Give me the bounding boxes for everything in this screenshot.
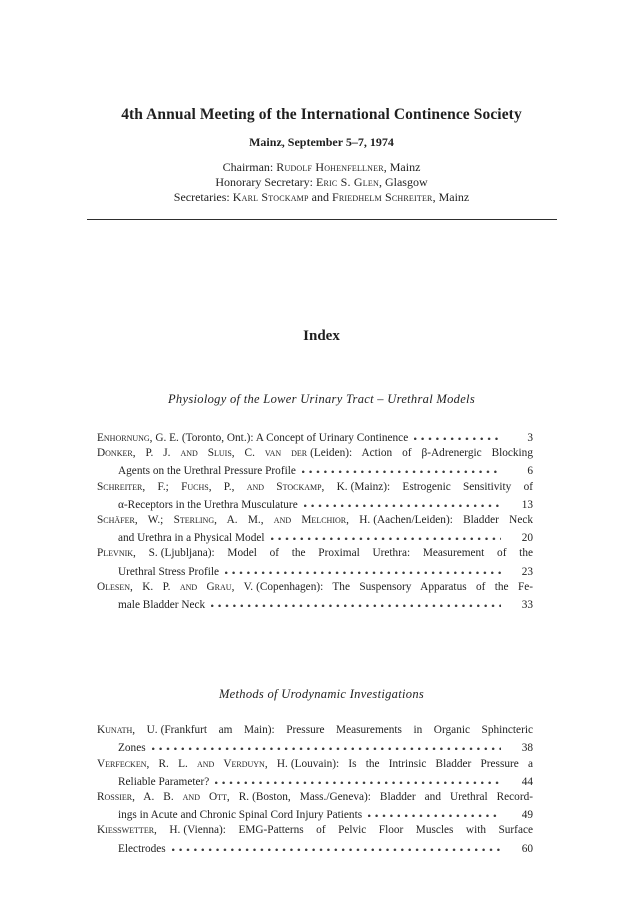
entry-title-continued: α-Receptors in the Urethra Musculature xyxy=(118,498,298,511)
entry-page-number: 33 xyxy=(521,599,533,612)
toc-entry-line xyxy=(97,461,533,479)
toc-entry-line xyxy=(97,495,533,513)
entry-title-continued: male Bladder Neck xyxy=(118,599,206,612)
dot-leader xyxy=(303,495,501,508)
entry-title: (Copenhagen): The Suspensory Apparatus of the Fe- xyxy=(256,580,534,593)
entry-page-number: 6 xyxy=(527,465,533,478)
dot-leader xyxy=(270,528,501,541)
secretary-name-1: Karl Stockamp xyxy=(232,190,309,204)
chairman-name: Rudolf Hohenfellner xyxy=(276,160,384,174)
toc-entry-line xyxy=(97,428,533,446)
toc-entry xyxy=(97,790,533,823)
toc-entry-line xyxy=(97,805,533,823)
header-divider xyxy=(87,219,557,220)
toc-entry-line xyxy=(97,546,533,561)
dot-leader xyxy=(301,461,501,474)
toc-entry-line xyxy=(97,528,533,546)
toc-entry xyxy=(97,580,533,613)
meeting-title: 4th Annual Meeting of the International Continence Society xyxy=(121,106,522,123)
entry-title-continued: and Urethra in a Physical Model xyxy=(118,532,265,545)
entry-page-number: 44 xyxy=(521,775,533,788)
dot-leader xyxy=(171,839,501,852)
entry-title: (Frankfurt am Main): Pressure Measurements in Organic Sphincteric xyxy=(160,724,533,737)
entry-authors: Enhornung, G. E. xyxy=(97,432,179,444)
toc-entry xyxy=(97,723,533,756)
entry-page-number: 60 xyxy=(521,842,533,855)
toc-entry-line xyxy=(97,580,533,595)
toc-entry xyxy=(97,757,533,790)
toc-entry-line xyxy=(97,562,533,580)
entry-authors: Plevnik, S. xyxy=(97,547,158,560)
toc-entry xyxy=(97,823,533,856)
toc-section-1 xyxy=(97,428,533,613)
toc-entry-line xyxy=(97,757,533,772)
toc-section-2 xyxy=(97,723,533,857)
toc-entry-line xyxy=(97,513,533,528)
entry-title: (Louvain): Is the Intrinsic Bladder Pressure a xyxy=(290,757,533,770)
toc-entry xyxy=(97,446,533,479)
toc-entry-line xyxy=(97,772,533,790)
entry-authors: Schäfer, W.; Sterling, A. M., and Melchior, H. xyxy=(97,514,371,527)
entry-authors: Kunath, U. xyxy=(97,724,158,737)
chairman-line xyxy=(0,160,643,175)
entry-title-continued: Zones xyxy=(118,742,146,755)
meeting-location-date: Mainz, September 5–7, 1974 xyxy=(249,135,394,149)
entry-title: (Ljubljana): Model of the Proximal Urethra: Measurement of the xyxy=(160,547,533,560)
entry-page-number: 13 xyxy=(521,498,533,511)
dot-leader xyxy=(413,428,501,441)
toc-entry-line xyxy=(97,480,533,495)
entry-title-continued: Electrodes xyxy=(118,842,166,855)
entry-page-number: 20 xyxy=(521,532,533,545)
entry-title-continued: ings in Acute and Chronic Spinal Cord Injury Patients xyxy=(118,809,363,822)
entry-authors: Donker, P. J. and Sluis, C. van der xyxy=(97,447,308,460)
secretaries-label: Secretaries: xyxy=(173,190,233,204)
entry-page-number: 49 xyxy=(521,809,533,822)
dot-leader xyxy=(214,772,501,785)
entry-page-number: 38 xyxy=(521,742,533,755)
toc-entry-line xyxy=(97,738,533,756)
entry-title: (Toronto, Ont.): A Concept of Urinary Continence xyxy=(181,432,409,444)
section-heading-urethral-models: Physiology of the Lower Urinary Tract – Urethral Models xyxy=(168,392,475,406)
entry-title: (Aachen/Leiden): Bladder Neck xyxy=(373,514,533,527)
entry-title-continued: Reliable Parameter? xyxy=(118,775,210,788)
entry-authors: Rossier, A. B. and Ott, R. xyxy=(97,791,250,804)
index-heading: Index xyxy=(303,328,340,344)
entry-title: (Vienna): EMG-Patterns of Pelvic Floor Muscles with Surface xyxy=(183,824,533,837)
dot-leader xyxy=(210,595,501,608)
secretaries-line xyxy=(0,190,643,205)
toc-entry-line xyxy=(97,839,533,857)
dot-leader xyxy=(367,805,501,818)
dot-leader xyxy=(224,562,501,575)
toc-entry-line xyxy=(97,446,533,461)
secretaries-conjunction: and xyxy=(308,190,332,204)
honorary-secretary-line xyxy=(0,175,643,190)
honorary-secretary-name: Eric S. Glen xyxy=(315,175,379,189)
toc-entry-line xyxy=(97,595,533,613)
secretary-name-2: Friedhelm Schreiter xyxy=(331,190,433,204)
toc-entry-line xyxy=(97,790,533,805)
officials-block xyxy=(0,160,643,205)
toc-entry-line xyxy=(97,823,533,838)
entry-title: (Mainz): Estrogenic Sensitivity of xyxy=(350,480,533,493)
toc-entry xyxy=(97,546,533,579)
entry-authors: Schreiter, F.; Fuchs, P., and Stockamp, K. xyxy=(97,480,348,493)
entry-authors: Kiesswetter, H. xyxy=(97,824,181,837)
toc-entry-line xyxy=(97,723,533,738)
entry-page-number: 23 xyxy=(521,565,533,578)
toc-entry xyxy=(97,480,533,513)
entry-authors: Verfecken, R. L. and Verduyn, H. xyxy=(97,757,288,770)
entry-title-continued: Urethral Stress Profile xyxy=(118,565,220,578)
toc-entry xyxy=(97,428,533,446)
dot-leader xyxy=(151,738,501,751)
chairman-place: , Mainz xyxy=(383,160,421,174)
section-heading-urodynamic-methods: Methods of Urodynamic Investigations xyxy=(218,687,425,702)
entry-page-number: 3 xyxy=(527,432,533,444)
entry-title: (Leiden): Action of β-Adrenergic Blocking xyxy=(310,447,533,460)
meeting-header xyxy=(0,0,643,205)
honorary-secretary-label: Honorary Secretary: xyxy=(215,175,316,189)
entry-title: (Boston, Mass./Geneva): Bladder and Urethral Record- xyxy=(252,791,533,804)
entry-title-continued: Agents on the Urethral Pressure Profile xyxy=(118,465,296,478)
chairman-label: Chairman: xyxy=(222,160,277,174)
toc-entry xyxy=(97,513,533,546)
honorary-secretary-place: , Glasgow xyxy=(378,175,428,189)
entry-authors: Olesen, K. P. and Grau, V. xyxy=(97,580,254,593)
secretaries-place: , Mainz xyxy=(432,190,470,204)
